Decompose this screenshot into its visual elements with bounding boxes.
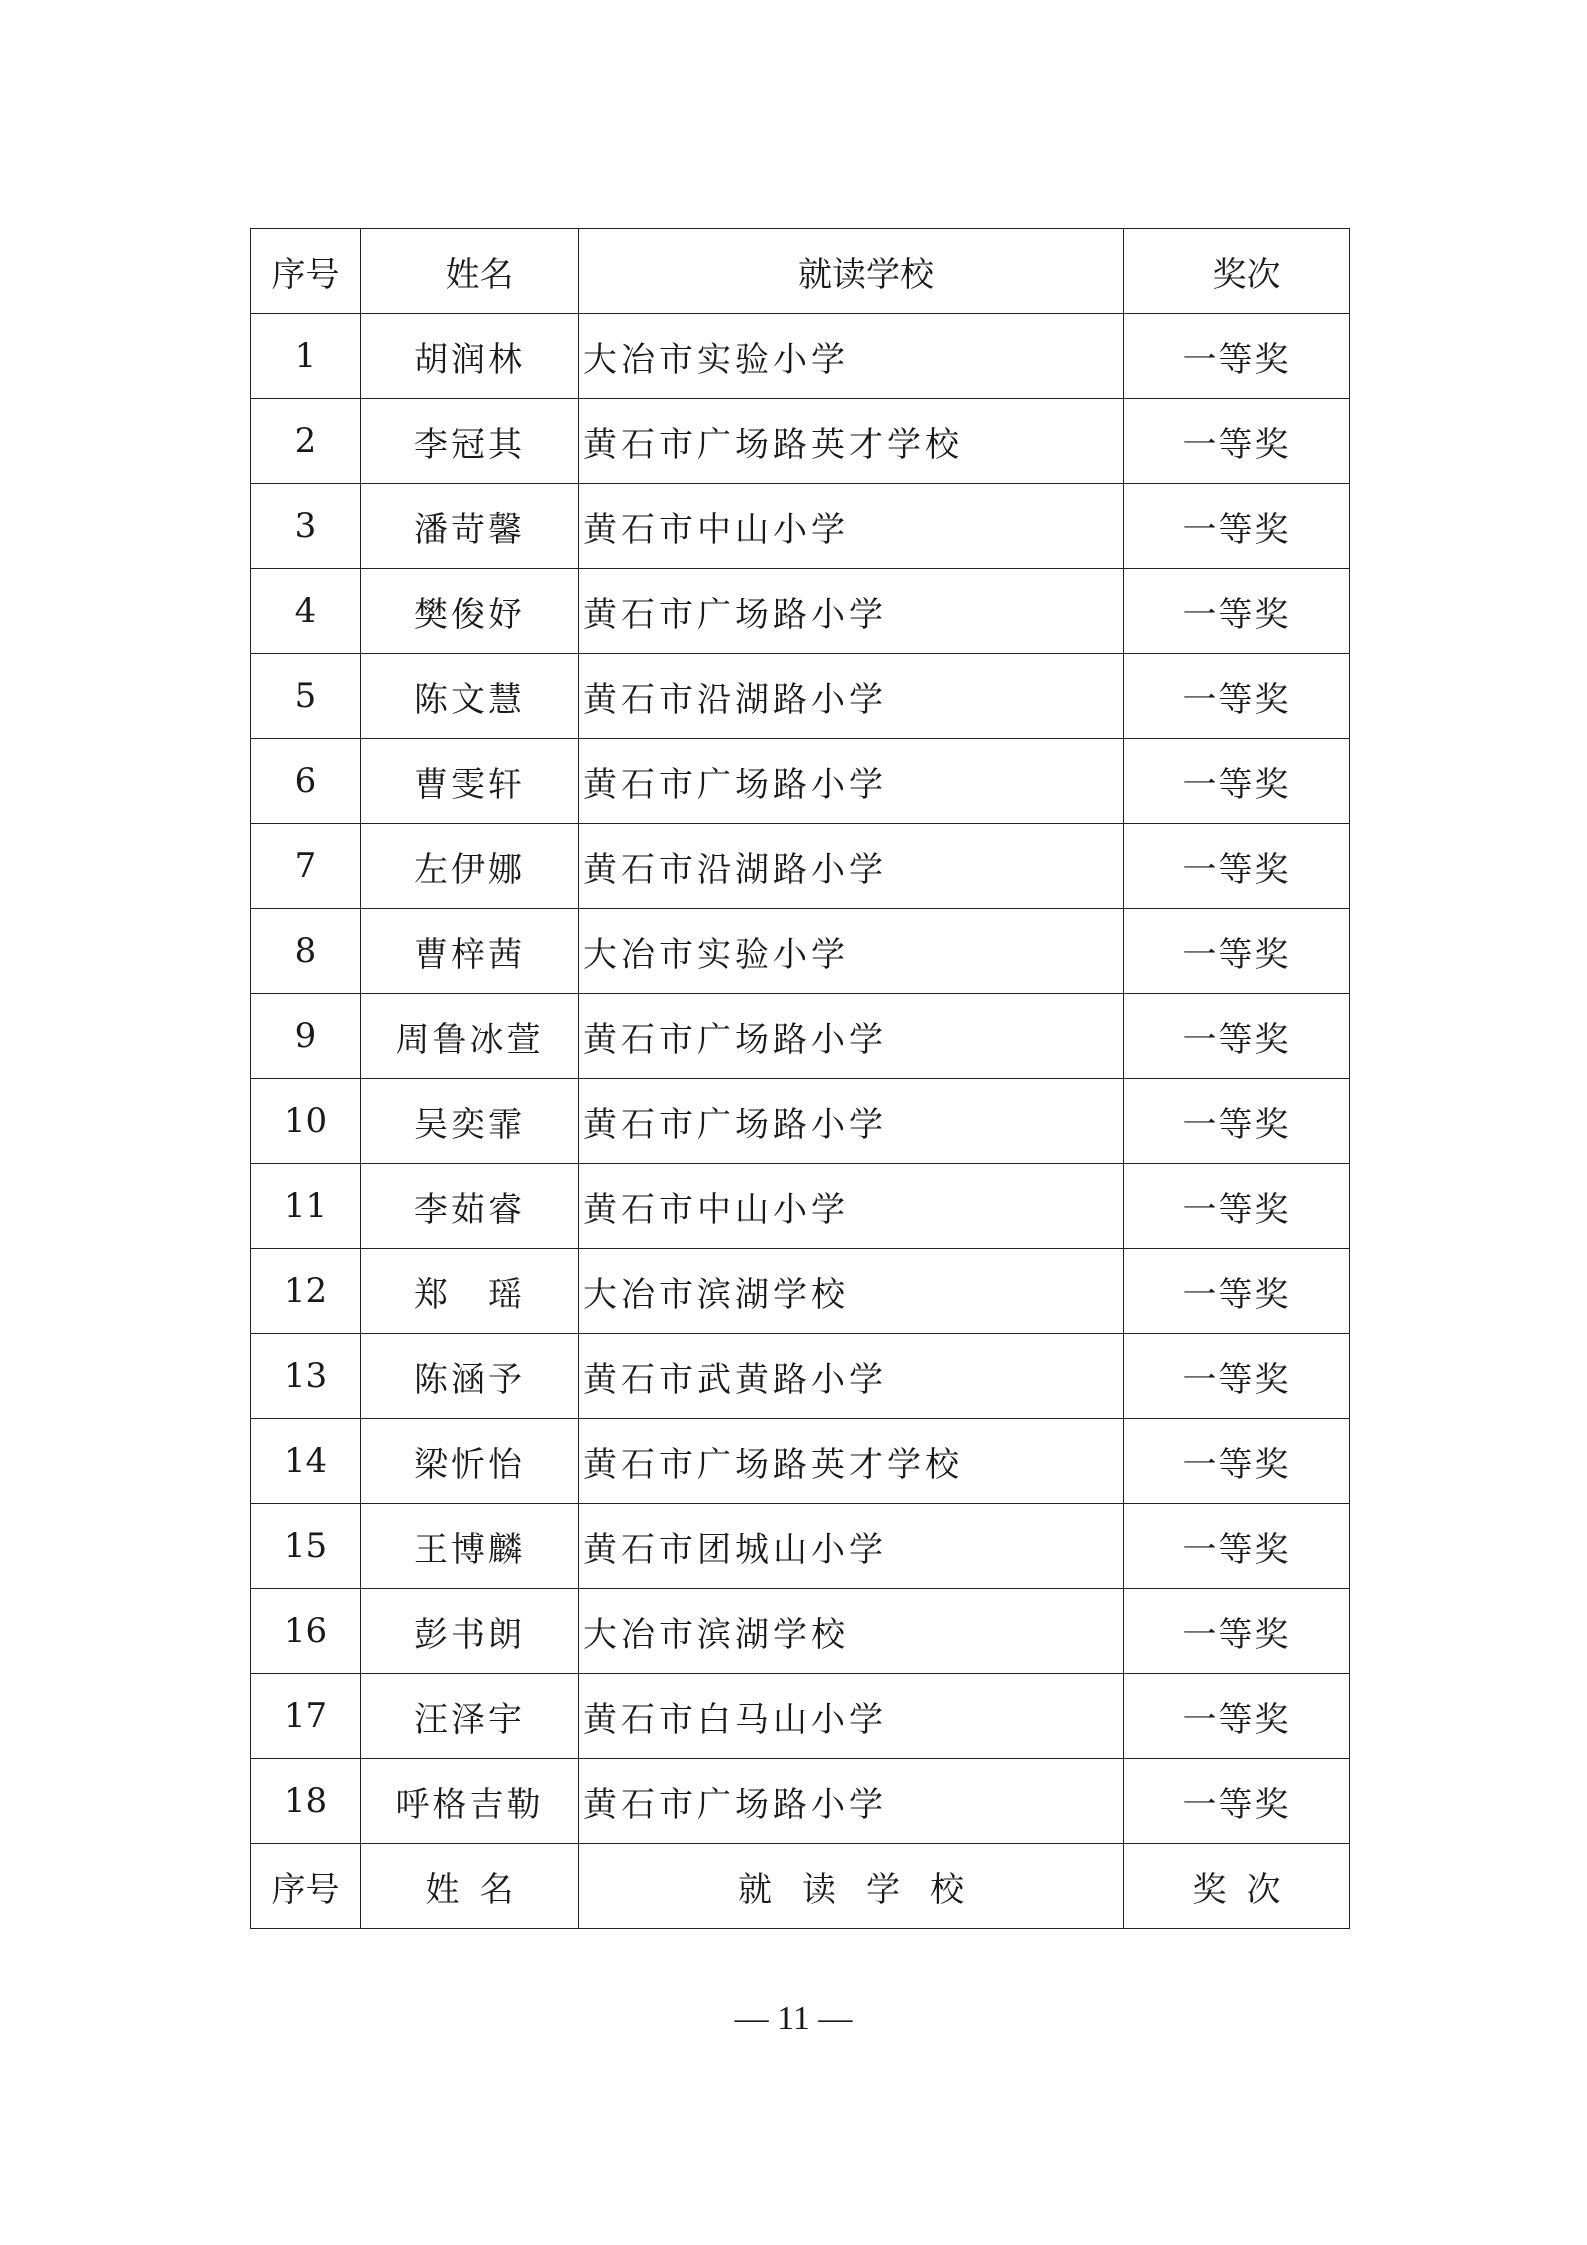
award-cell: 一等奖 [1124,994,1350,1079]
table-row [251,1674,1350,1759]
school-cell: 黄石市广场路小学 [579,994,1124,1079]
name-cell: 陈文慧 [361,654,579,739]
school-cell: 黄石市广场路小学 [579,1079,1124,1164]
award-cell: 一等奖 [1124,1249,1350,1334]
school-cell: 黄石市广场路小学 [579,569,1124,654]
table-row [251,484,1350,569]
table-row [251,314,1350,399]
award-cell: 一等奖 [1124,399,1350,484]
name-cell: 梁忻怡 [361,1419,579,1504]
header-name: 姓名 [361,229,579,314]
table-row [251,399,1350,484]
seq-cell: 17 [251,1674,361,1759]
table-row [251,1504,1350,1589]
name-cell: 呼格吉勒 [361,1759,579,1844]
table-header-row-bottom [251,1844,1350,1929]
award-cell: 一等奖 [1124,909,1350,994]
page-number: — 11 — [734,2000,853,2037]
school-cell: 黄石市团城山小学 [579,1504,1124,1589]
footer-name: 姓名 [361,1844,579,1929]
seq-cell: 12 [251,1249,361,1334]
seq-cell: 2 [251,399,361,484]
table-row [251,569,1350,654]
table-body [251,314,1350,1844]
table-row [251,1589,1350,1674]
name-cell: 左伊娜 [361,824,579,909]
name-cell: 郑 瑶 [361,1249,579,1334]
award-cell: 一等奖 [1124,484,1350,569]
name-cell: 彭书朗 [361,1589,579,1674]
name-cell: 曹雯轩 [361,739,579,824]
table-header-row-top [251,229,1350,314]
school-cell: 大冶市实验小学 [579,909,1124,994]
seq-cell: 18 [251,1759,361,1844]
table-row [251,909,1350,994]
seq-cell: 3 [251,484,361,569]
award-cell: 一等奖 [1124,569,1350,654]
table-row [251,1249,1350,1334]
award-cell: 一等奖 [1124,1589,1350,1674]
footer-school: 就读学校 [579,1844,1124,1929]
school-cell: 大冶市实验小学 [579,314,1124,399]
school-cell: 黄石市广场路英才学校 [579,399,1124,484]
award-cell: 一等奖 [1124,1759,1350,1844]
award-cell: 一等奖 [1124,1164,1350,1249]
table-row [251,1419,1350,1504]
seq-cell: 4 [251,569,361,654]
school-cell: 黄石市广场路小学 [579,739,1124,824]
seq-cell: 15 [251,1504,361,1589]
table-row [251,739,1350,824]
name-cell: 樊俊妤 [361,569,579,654]
seq-cell: 10 [251,1079,361,1164]
award-list-table [250,228,1350,1929]
award-cell: 一等奖 [1124,654,1350,739]
table-row [251,654,1350,739]
name-cell: 李茹睿 [361,1164,579,1249]
school-cell: 黄石市广场路小学 [579,1759,1124,1844]
award-cell: 一等奖 [1124,314,1350,399]
table-row [251,994,1350,1079]
school-cell: 大冶市滨湖学校 [579,1589,1124,1674]
award-cell: 一等奖 [1124,824,1350,909]
table-row [251,1759,1350,1844]
school-cell: 黄石市中山小学 [579,1164,1124,1249]
name-cell: 胡润林 [361,314,579,399]
seq-cell: 8 [251,909,361,994]
footer-seq: 序号 [251,1844,361,1929]
header-award: 奖次 [1124,229,1350,314]
name-cell: 汪泽宇 [361,1674,579,1759]
seq-cell: 1 [251,314,361,399]
school-cell: 黄石市沿湖路小学 [579,654,1124,739]
name-cell: 陈涵予 [361,1334,579,1419]
name-cell: 吴奕霏 [361,1079,579,1164]
table-row [251,1334,1350,1419]
footer-award: 奖次 [1124,1844,1350,1929]
school-cell: 黄石市沿湖路小学 [579,824,1124,909]
school-cell: 黄石市中山小学 [579,484,1124,569]
seq-cell: 9 [251,994,361,1079]
name-cell: 李冠其 [361,399,579,484]
name-cell: 曹梓茜 [361,909,579,994]
header-school: 就读学校 [579,229,1124,314]
table-row [251,1079,1350,1164]
seq-cell: 11 [251,1164,361,1249]
seq-cell: 14 [251,1419,361,1504]
award-cell: 一等奖 [1124,1334,1350,1419]
name-cell: 潘苛馨 [361,484,579,569]
table-row [251,824,1350,909]
seq-cell: 5 [251,654,361,739]
award-cell: 一等奖 [1124,1079,1350,1164]
seq-cell: 7 [251,824,361,909]
table-row [251,1164,1350,1249]
school-cell: 黄石市广场路英才学校 [579,1419,1124,1504]
name-cell: 周鲁冰萱 [361,994,579,1079]
school-cell: 黄石市白马山小学 [579,1674,1124,1759]
header-seq: 序号 [251,229,361,314]
name-cell: 王博麟 [361,1504,579,1589]
award-cell: 一等奖 [1124,1504,1350,1589]
seq-cell: 6 [251,739,361,824]
school-cell: 大冶市滨湖学校 [579,1249,1124,1334]
seq-cell: 13 [251,1334,361,1419]
award-cell: 一等奖 [1124,1419,1350,1504]
award-cell: 一等奖 [1124,739,1350,824]
school-cell: 黄石市武黄路小学 [579,1334,1124,1419]
award-cell: 一等奖 [1124,1674,1350,1759]
seq-cell: 16 [251,1589,361,1674]
